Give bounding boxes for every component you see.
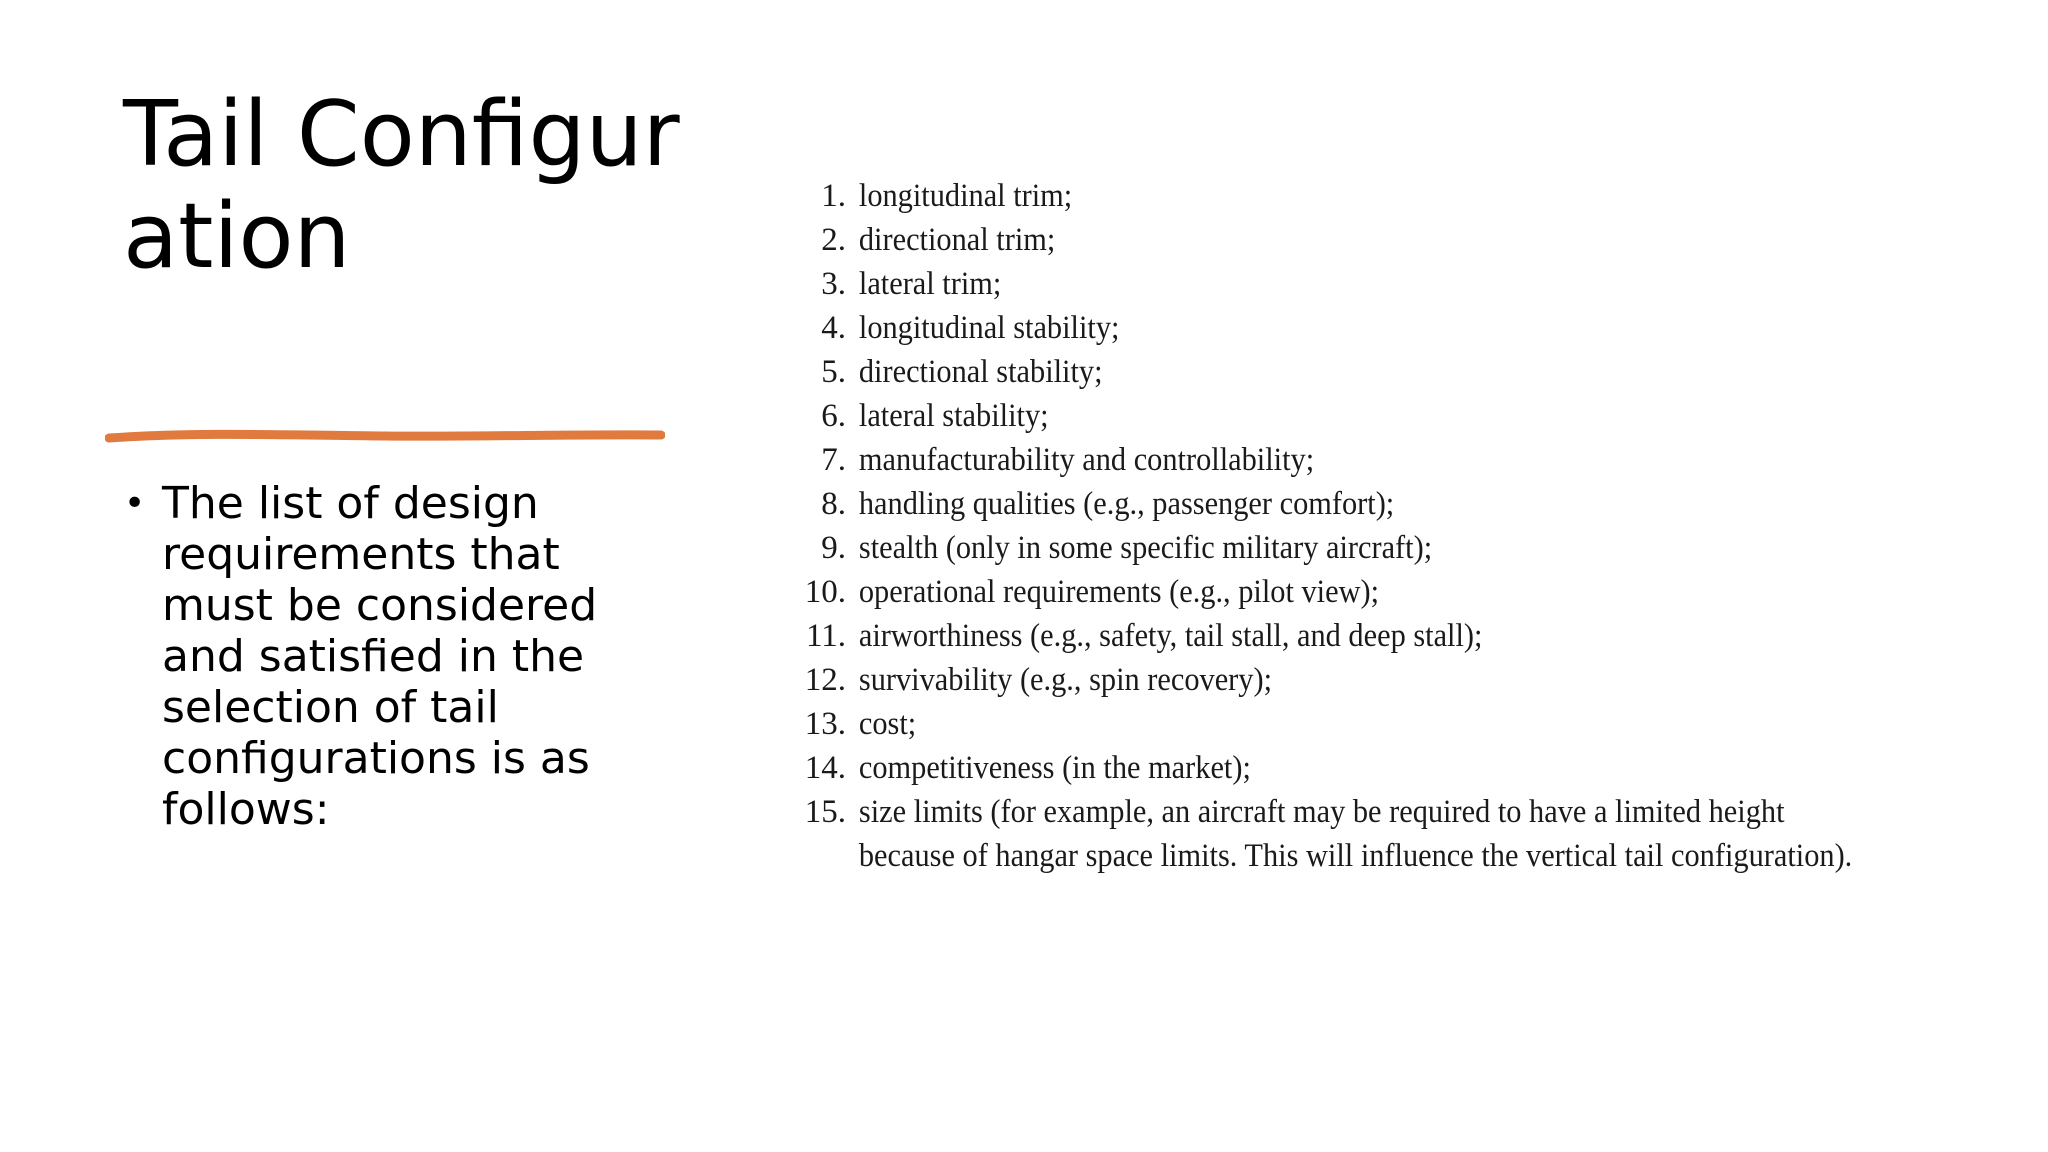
requirement-number: 13. xyxy=(804,706,846,742)
requirements-image xyxy=(792,174,1952,884)
requirement-text: airworthiness (e.g., safety, tail stall, and deep stall); xyxy=(858,618,1483,654)
requirement-text: directional trim; xyxy=(858,222,1056,258)
requirement-number: 5. xyxy=(821,354,846,390)
requirement-number: 8. xyxy=(821,486,846,522)
requirement-item xyxy=(792,350,1952,394)
requirements-list xyxy=(792,174,1952,878)
requirement-text: lateral stability; xyxy=(858,398,1049,434)
requirement-text: lateral trim; xyxy=(858,266,1002,302)
requirement-item xyxy=(792,306,1952,350)
requirement-item xyxy=(792,174,1952,218)
requirement-text: longitudinal trim; xyxy=(858,178,1073,214)
requirement-number: 10. xyxy=(804,574,846,610)
requirement-number: 4. xyxy=(821,310,846,346)
requirement-number: 2. xyxy=(821,222,846,258)
requirement-item xyxy=(792,262,1952,306)
requirement-item xyxy=(792,746,1952,790)
requirement-text: handling qualities (e.g., passenger comfort); xyxy=(858,486,1395,522)
requirement-text: size limits (for example, an aircraft may be required to have a limited height because of hangar space limits. This will influence the vertical tail configuration). xyxy=(858,794,1853,874)
requirement-number: 11. xyxy=(805,618,846,654)
title-accent-underline xyxy=(105,426,665,446)
requirement-text: stealth (only in some specific military aircraft); xyxy=(858,530,1433,566)
requirement-item xyxy=(792,658,1952,702)
requirement-number: 7. xyxy=(821,442,846,478)
requirement-text: longitudinal stability; xyxy=(858,310,1120,346)
requirement-item xyxy=(792,702,1952,746)
requirement-text: competitiveness (in the market); xyxy=(858,750,1251,786)
requirement-text: operational requirements (e.g., pilot view); xyxy=(858,574,1380,610)
requirement-text: manufacturability and controllability; xyxy=(858,442,1315,478)
requirement-number: 15. xyxy=(804,794,846,830)
requirement-number: 6. xyxy=(821,398,846,434)
requirement-item xyxy=(792,570,1952,614)
requirement-text: cost; xyxy=(858,706,917,742)
requirement-item xyxy=(792,482,1952,526)
requirement-number: 12. xyxy=(804,662,846,698)
requirement-item xyxy=(792,218,1952,262)
requirement-item xyxy=(792,438,1952,482)
requirement-number: 14. xyxy=(804,750,846,786)
slide-title: Tail Configuration xyxy=(123,82,680,289)
requirement-item xyxy=(792,526,1952,570)
bullet-list xyxy=(118,478,618,835)
bullet-glyph: • xyxy=(124,483,146,524)
requirement-item xyxy=(792,790,1952,878)
requirement-number: 3. xyxy=(821,266,846,302)
bullet-item xyxy=(118,478,618,835)
requirement-number: 1. xyxy=(821,178,846,214)
bullet-text: The list of design requirements that must be considered and satisfied in the selection of tail configurations is as follows: xyxy=(162,478,598,835)
requirement-item xyxy=(792,614,1952,658)
requirement-text: directional stability; xyxy=(858,354,1103,390)
requirement-number: 9. xyxy=(821,530,846,566)
requirement-item xyxy=(792,394,1952,438)
requirement-text: survivability (e.g., spin recovery); xyxy=(858,662,1273,698)
